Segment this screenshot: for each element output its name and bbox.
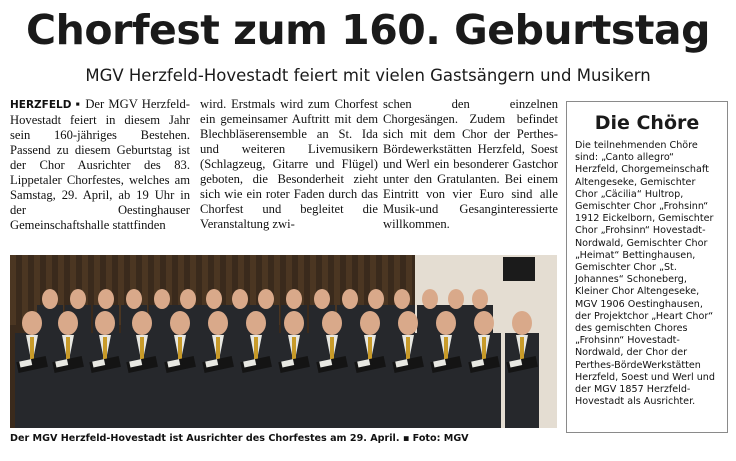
singer-head	[472, 289, 488, 309]
singer-head	[22, 311, 42, 335]
info-box-choirs	[566, 101, 728, 433]
info-box-title: Die Chöre	[594, 112, 700, 134]
article-body-3: schen den einzelnen Chorgesängen. Zudem befindet sich mit dem Chor der Perthes-Bördewerkstätten Herzfeld, Soest und Werl ein besonderer Gastchor unter den Gratulanten. Bei einem Eintritt von vier Euro sind alle Musik-und Gesanginteressierte willkommen.	[383, 97, 558, 231]
choir-photo-illustration	[10, 255, 557, 428]
singer-head	[448, 289, 464, 309]
singer-head	[170, 311, 190, 335]
singer-head	[98, 289, 114, 309]
singer-head	[208, 311, 228, 335]
singer-head	[232, 289, 248, 309]
singer-tie	[368, 337, 372, 361]
choir-photo	[10, 255, 557, 428]
singer-head	[322, 311, 342, 335]
singer-head	[314, 289, 330, 309]
singer-head	[394, 289, 410, 309]
singer-head	[42, 289, 58, 309]
singer-tie	[444, 337, 448, 361]
singer-tie	[30, 337, 34, 361]
headline: Chorfest zum 160. Geburtstag	[26, 6, 710, 54]
singer-head	[246, 311, 266, 335]
article-body-1: Der MGV Herzfeld-Hovestadt feiert in diesem Jahr sein 160-jähriges Bestehen. Passend zu diesem Geburtstag ist der Chor Ausrichter des 83. Lippetaler Chorfestes, welches am Samstag, 29. April, ab 19 Uhr in der Oestinghauser Gemeinschaftshalle stattfinden	[10, 97, 190, 232]
article-body-2: wird. Erstmals wird zum Chorfest ein gemeinsamer Auftritt mit dem Blechbläserensemble an St. Ida und weiteren Livemusikern (Schlagzeug, Gitarre und Flügel) geboten, die Besonderheit zieht sich wie ein roter Faden durch das Chorfest und begleitet die Veranstaltung zwi-	[200, 97, 378, 231]
singer-head	[512, 311, 532, 335]
photo-caption: Der MGV Herzfeld-Hovestadt ist Ausrichter des Chorfestes am 29. April. ▪ Foto: MGV	[10, 433, 469, 444]
singer-head	[284, 311, 304, 335]
wall-panel	[10, 255, 16, 325]
singer-head	[368, 289, 384, 309]
singer-tie	[520, 337, 524, 361]
article-column-1	[10, 97, 190, 247]
singer-head	[436, 311, 456, 335]
singer-head	[206, 289, 222, 309]
singer-head	[180, 289, 196, 309]
article-column-2	[200, 97, 378, 247]
dateline-separator: ▪	[71, 97, 86, 111]
singer-head	[342, 289, 358, 309]
singer-head	[58, 311, 78, 335]
singer-head	[126, 289, 142, 309]
singer-tie	[406, 337, 410, 361]
singer-head	[286, 289, 302, 309]
subheadline: MGV Herzfeld-Hovestadt feiert mit vielen Gastsängern und Musikern	[85, 66, 651, 85]
singer-tie	[216, 337, 220, 361]
singer-tie	[330, 337, 334, 361]
info-box-text: Die teilnehmenden Chöre sind: „Canto allegro“ Herzfeld, Chorgemeinschaft Altengeseke, Gemischter Chor „Cäcilia“ Hultrop, Gemischter Chor „Frohsinn“ 1912 Eickelborn, Gemischter Chor „Frohsinn“ Hovestadt-Nordwald, Gemischter Chor „Heimat“ Bettinghausen, Gemischter Chor „St. Johannes“ Schoneberg, Kleiner Chor Altengeseke, MGV 1906 Oestinghausen, der Projektchor „Heart Chor“ des gemischten Chores „Frohsinn“ Hovestadt-Nordwald, der Chor der Perthes-BördeWerkstätten Herzfeld, Soest und Werl und der MGV 1857 Herzfeld-Hovestadt als Ausrichter.	[575, 140, 715, 408]
singer-head	[258, 289, 274, 309]
singer-tie	[103, 337, 107, 361]
singer-tie	[292, 337, 296, 361]
singer-tie	[254, 337, 258, 361]
singer-head	[70, 289, 86, 309]
singer-head	[474, 311, 494, 335]
singer-head	[360, 311, 380, 335]
article-column-3	[383, 97, 558, 247]
singer-tie	[66, 337, 70, 361]
singer-head	[398, 311, 418, 335]
singer-tie	[482, 337, 486, 361]
singer-head	[154, 289, 170, 309]
singer-head	[95, 311, 115, 335]
dateline: HERZFELD	[10, 99, 72, 111]
singer-tie	[178, 337, 182, 361]
singer-head	[422, 289, 438, 309]
loudspeaker	[503, 257, 535, 281]
singer-head	[132, 311, 152, 335]
singer-tie	[140, 337, 144, 361]
